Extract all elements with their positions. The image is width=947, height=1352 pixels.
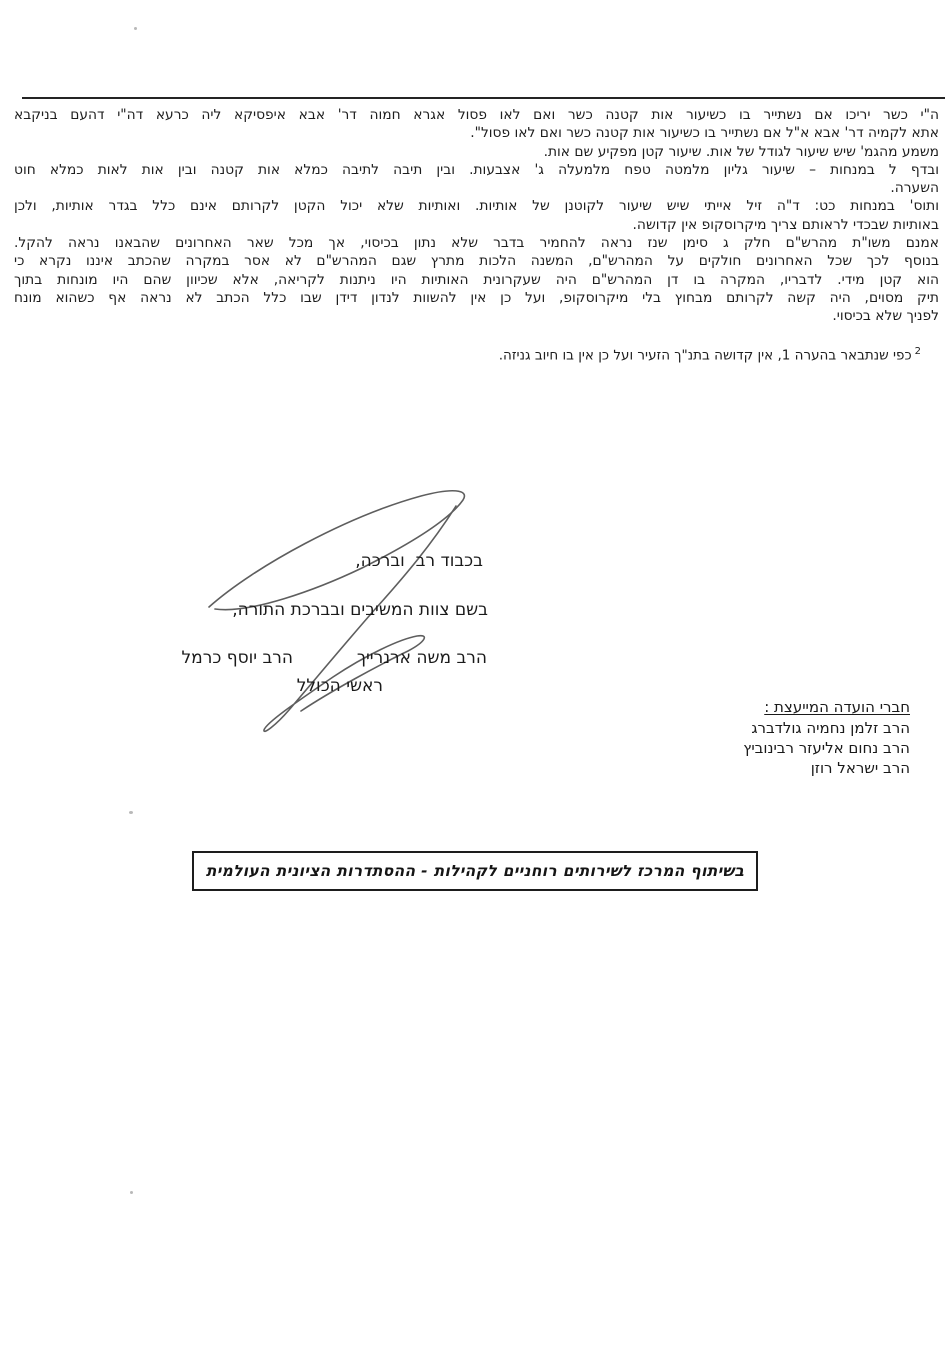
footnote-separator-rule <box>22 97 945 99</box>
body-line: באותיות שבכדי לראותם צריך מיקרוסקופ אין קדושה. <box>632 216 939 233</box>
body-line: בנוסף לכך שכל האחרונים חולקים על המהרש"ם, המשנה הלכות מתרץ שגם המהרש"ם לא אסר במקרה שהכתב איננו נקרא כי <box>14 253 939 270</box>
footnote-marker: 2 <box>914 346 921 357</box>
signer-name-right: הרב משה ארנרייך <box>356 648 487 668</box>
body-line: השערה. <box>890 180 939 197</box>
footnote-text-block <box>14 106 939 326</box>
advisory-committee-block <box>743 697 910 778</box>
scan-speck <box>129 811 133 814</box>
committee-heading: חברי הועדה המייעצת : <box>764 698 910 716</box>
closing-salutation: בכבוד רב וברכה, <box>355 551 483 571</box>
cooperation-box <box>192 851 758 891</box>
closing-team-line: בשם צוות המשיבים ובברכת התורה, <box>232 600 488 620</box>
body-line: אתא לקמיה דר' אבא א"ל אם נשתייר בו כשיעור אות קטנה כשר ואם לאו פסול". <box>470 125 939 142</box>
body-line: ה"י כשר יריכו אם נשתייר בו כשיעור אות קטנה כשר ואם לאו פסול אגרא חמוה דר' אבא איפסיקא ליה כרעא דה"י דהעם בניקבא <box>14 107 939 123</box>
scan-speck <box>134 27 137 30</box>
body-line: ובדף ל במנחות – שיעור גליון מלמטה טפח מלמעלה ג' אצבעות. ובין תיבה לתיבה כמלא אות קטנה ובין אות לאות כמלא חוט <box>14 161 939 178</box>
footnote-text: כפי שנתבאר בהערה 1, אין קדושה בתנ"ך הזעיר ועל כן אין בו חיוב גניזה. <box>498 347 912 364</box>
body-line: תיק מסוים, היה קשה לקרותם מבחוץ בלי מיקרוסקופ, ועל כן אין להשוות לנדון דידן שבו כלל הכתב לא נראה אף כשהוא מונח <box>14 289 939 306</box>
scan-speck <box>130 1191 133 1194</box>
committee-member: הרב זלמן נחמיה גולדברג <box>751 719 910 737</box>
committee-member: הרב ישראל רוזן <box>810 759 910 777</box>
body-line: לפניך שלא בכיסוי. <box>832 308 939 325</box>
body-line: ותוס' במנחות כט: ד"ה זיל אייתי שיש שיעור לקוטנן של אותיות. ואותיות שלא יכול הקטן לקרותם אינם כלל בגדר אותיות, ולכן <box>14 198 939 215</box>
cooperation-box-text: בשיתוף המרכז לשירותים רוחניים לקהילות - ההסתדרות הציונית העולמית <box>205 862 745 880</box>
signer-name-left: הרב יוסף כרמל <box>181 648 293 668</box>
body-line: אמנם משו"ת מהרש"ם חלק ג סימן שנז נראה להחמיר בדבר שלא נתון בכיסוי, אך מכל שאר האחרונים שהבאנו נראה להקל. <box>14 235 939 252</box>
footnote-2 <box>499 346 921 364</box>
committee-member: הרב נחום אליעזר רבינוביץ <box>743 739 910 757</box>
signers-title: ראשי הכולל <box>296 676 383 696</box>
body-line: משמע מהגמ' שיש שיעור לגודל של אות. שיעור קטן מפקיע שם אות. <box>543 143 939 160</box>
body-line: הוא קטן מידי. לדבריו, המקרה בו דן המהרש"ם היה שעקרונית האותיות היו ניתנות לקריאה, אלא שכיוון שהם היו מונחות בתוך <box>14 271 939 288</box>
